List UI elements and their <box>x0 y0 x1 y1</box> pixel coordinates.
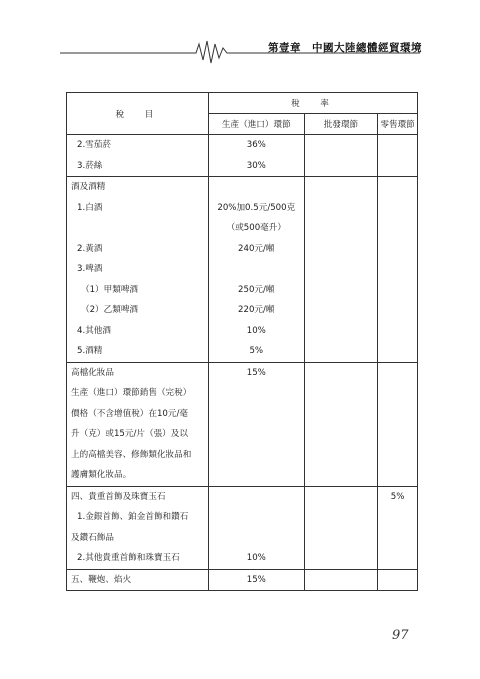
production-rate-value: 15% <box>246 367 266 378</box>
production-rate-value: 10% <box>246 325 266 336</box>
production-rate-value: 250元/噸 <box>238 284 275 295</box>
header-production-stage: 生產（進口）環節 <box>208 114 304 135</box>
retail-rate-cell <box>378 135 418 177</box>
tax-item-line: 酒及酒精 <box>71 182 106 192</box>
wholesale-rate-cell <box>304 486 377 569</box>
production-rate-value: 220元/噸 <box>238 305 275 315</box>
retail-rate-cell <box>378 362 418 486</box>
retail-rate-cell <box>378 177 418 363</box>
production-rate-cell <box>208 569 304 591</box>
retail-rate-cell <box>378 569 418 591</box>
tax-item-line: 3.啤酒 <box>77 264 103 274</box>
production-rate-value: 10% <box>246 553 266 563</box>
retail-rate-cell <box>378 486 418 569</box>
production-rate-value: 20%加0.5元/500克 <box>217 202 296 213</box>
tax-rate-table <box>66 92 418 591</box>
production-rate-value: （或500毫升） <box>226 223 286 233</box>
tax-item-line: 2.黃酒 <box>77 243 103 254</box>
tax-item-line: 上的高檔美容、修飾類化妝品和 <box>71 449 192 460</box>
tax-item-cell <box>67 569 209 591</box>
tax-item-cell <box>67 135 209 177</box>
tax-item-line: （2）乙類啤酒 <box>81 305 139 315</box>
tax-item-line: 及鑽石飾品 <box>71 532 114 543</box>
production-rate-value <box>209 487 304 508</box>
chapter-title: 第壹章 中國大陸總體經貿環境 <box>268 42 422 54</box>
production-rate-value: 36% <box>246 140 266 150</box>
tax-item-line: 2.雪茄菸 <box>77 140 111 150</box>
header-tax-rate: 稅 率 <box>208 93 417 114</box>
production-rate-value <box>209 528 304 549</box>
production-rate-value <box>209 507 304 528</box>
table-row <box>67 569 418 591</box>
production-rate-value: 30% <box>246 160 266 171</box>
tax-item-line: 2.其他貴重首飾和珠寶玉石 <box>77 553 180 563</box>
tax-item-cell <box>67 177 209 363</box>
heartbeat-line-icon <box>0 0 480 70</box>
table-row <box>67 486 418 569</box>
tax-item-line: 高檔化妝品 <box>71 367 114 378</box>
tax-item-line: 4.其他酒 <box>77 325 111 336</box>
tax-item-line: 1.金銀首飾、鉑金首飾和鑽石 <box>77 512 189 522</box>
tax-item-line: （1）甲類啤酒 <box>81 284 139 295</box>
tax-item-line: 1.白酒 <box>77 202 103 213</box>
tax-item-line: 四、貴重首飾及珠寶玉石 <box>71 491 166 502</box>
wholesale-rate-cell <box>304 362 377 486</box>
wholesale-rate-cell <box>304 569 377 591</box>
production-rate-value: 5% <box>249 346 264 356</box>
production-rate-value: 15% <box>246 574 266 585</box>
header-wholesale-stage: 批發環節 <box>304 114 377 135</box>
table-row <box>67 362 418 486</box>
wholesale-rate-cell <box>304 177 377 363</box>
tax-item-line <box>67 218 208 239</box>
production-rate-cell <box>208 177 304 363</box>
retail-rate-value: 5% <box>390 491 405 502</box>
tax-item-line: 升（克）或15元/片（張）及以 <box>71 429 188 439</box>
tax-item-line: 五、鞭炮、焰火 <box>71 574 132 585</box>
table-row <box>67 177 418 363</box>
tax-item-cell <box>67 486 209 569</box>
tax-item-line: 價格（不含增值稅）在10元/毫 <box>71 408 188 419</box>
tax-item-cell <box>67 362 209 486</box>
production-rate-value <box>209 259 304 280</box>
tax-item-line: 5.酒精 <box>77 346 103 356</box>
tax-item-line: 3.菸絲 <box>77 160 103 171</box>
production-rate-value <box>209 177 304 198</box>
wholesale-rate-cell <box>304 135 377 177</box>
page-number: 97 <box>392 628 409 643</box>
production-rate-cell <box>208 486 304 569</box>
production-rate-cell <box>208 362 304 486</box>
production-rate-value: 240元/噸 <box>238 243 275 254</box>
tax-item-line: 護膚類化妝品。 <box>71 470 132 480</box>
running-header <box>0 0 480 70</box>
table-row <box>67 135 418 177</box>
production-rate-cell <box>208 135 304 177</box>
header-tax-item: 稅 目 <box>67 93 209 135</box>
tax-item-line: 生產（進口）環節銷售（完稅） <box>71 388 192 398</box>
header-retail-stage: 零售環節 <box>378 114 418 135</box>
